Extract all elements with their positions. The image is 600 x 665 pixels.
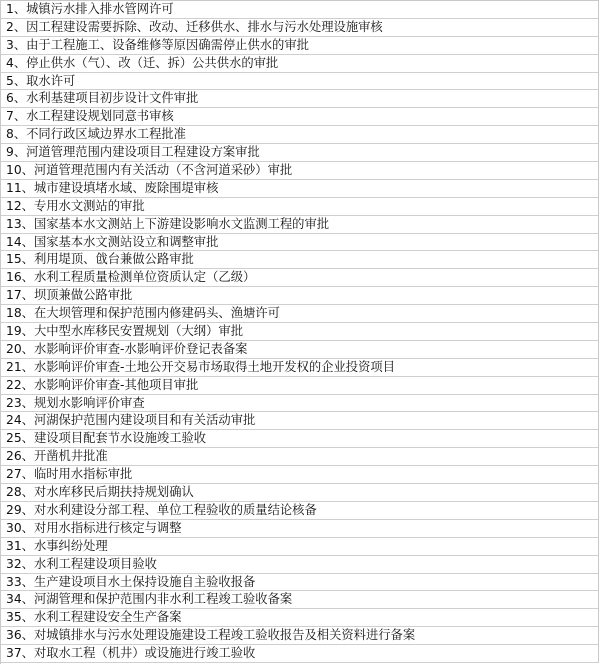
list-item: 27、临时用水指标审批 xyxy=(1,466,599,484)
list-item: 12、专用水文测站的审批 xyxy=(1,198,599,216)
list-item: 4、停止供水（气）、改（迁、拆）公共供水的审批 xyxy=(1,55,599,73)
list-item: 24、河湖保护范围内建设项目和有关活动审批 xyxy=(1,412,599,430)
list-item: 2、因工程建设需要拆除、改动、迁移供水、排水与污水处理设施审核 xyxy=(1,19,599,37)
list-item: 34、河湖管理和保护范围内非水利工程竣工验收备案 xyxy=(1,591,599,609)
list-item: 14、国家基本水文测站设立和调整审批 xyxy=(1,234,599,252)
list-item: 37、对取水工程（机井）或设施进行竣工验收 xyxy=(1,645,599,663)
list-item: 22、水影响评价审查-其他项目审批 xyxy=(1,377,599,395)
list-item: 36、对城镇排水与污水处理设施建设工程竣工验收报告及相关资料进行备案 xyxy=(1,627,599,645)
list-item: 1、城镇污水排入排水管网许可 xyxy=(1,1,599,19)
list-item: 26、开凿机井批准 xyxy=(1,448,599,466)
list-item: 16、水利工程质量检测单位资质认定（乙级） xyxy=(1,269,599,287)
list-item: 11、城市建设填堵水域、废除围堤审核 xyxy=(1,180,599,198)
list-item: 23、规划水影响评价审查 xyxy=(1,395,599,413)
list-item: 18、在大坝管理和保护范围内修建码头、渔塘许可 xyxy=(1,305,599,323)
list-item: 7、水工程建设规划同意书审核 xyxy=(1,108,599,126)
list-item: 28、对水库移民后期扶持规划确认 xyxy=(1,484,599,502)
list-item: 25、建设项目配套节水设施竣工验收 xyxy=(1,430,599,448)
list-item: 9、河道管理范围内建设项目工程建设方案审批 xyxy=(1,144,599,162)
list-item: 17、坝顶兼做公路审批 xyxy=(1,287,599,305)
list-item: 32、水利工程建设项目验收 xyxy=(1,556,599,574)
list-item: 21、水影响评价审查-土地公开交易市场取得土地开发权的企业投资项目 xyxy=(1,359,599,377)
item-list xyxy=(1,1,599,663)
list-item: 35、水利工程建设安全生产备案 xyxy=(1,609,599,627)
list-item: 3、由于工程施工、设备维修等原因确需停止供水的审批 xyxy=(1,37,599,55)
list-item: 33、生产建设项目水土保持设施自主验收报备 xyxy=(1,574,599,592)
list-item: 20、水影响评价审查-水影响评价登记表备案 xyxy=(1,341,599,359)
list-item: 19、大中型水库移民安置规划（大纲）审批 xyxy=(1,323,599,341)
list-item: 10、河道管理范围内有关活动（不含河道采砂）审批 xyxy=(1,162,599,180)
list-item: 6、水利基建项目初步设计文件审批 xyxy=(1,90,599,108)
list-item: 8、不同行政区域边界水工程批准 xyxy=(1,126,599,144)
list-item: 29、对水利建设分部工程、单位工程验收的质量结论核备 xyxy=(1,502,599,520)
list-item: 31、水事纠纷处理 xyxy=(1,538,599,556)
list-item: 15、利用堤顶、戗台兼做公路审批 xyxy=(1,251,599,269)
list-item: 5、取水许可 xyxy=(1,73,599,91)
list-item: 30、对用水指标进行核定与调整 xyxy=(1,520,599,538)
list-item: 13、国家基本水文测站上下游建设影响水文监测工程的审批 xyxy=(1,216,599,234)
